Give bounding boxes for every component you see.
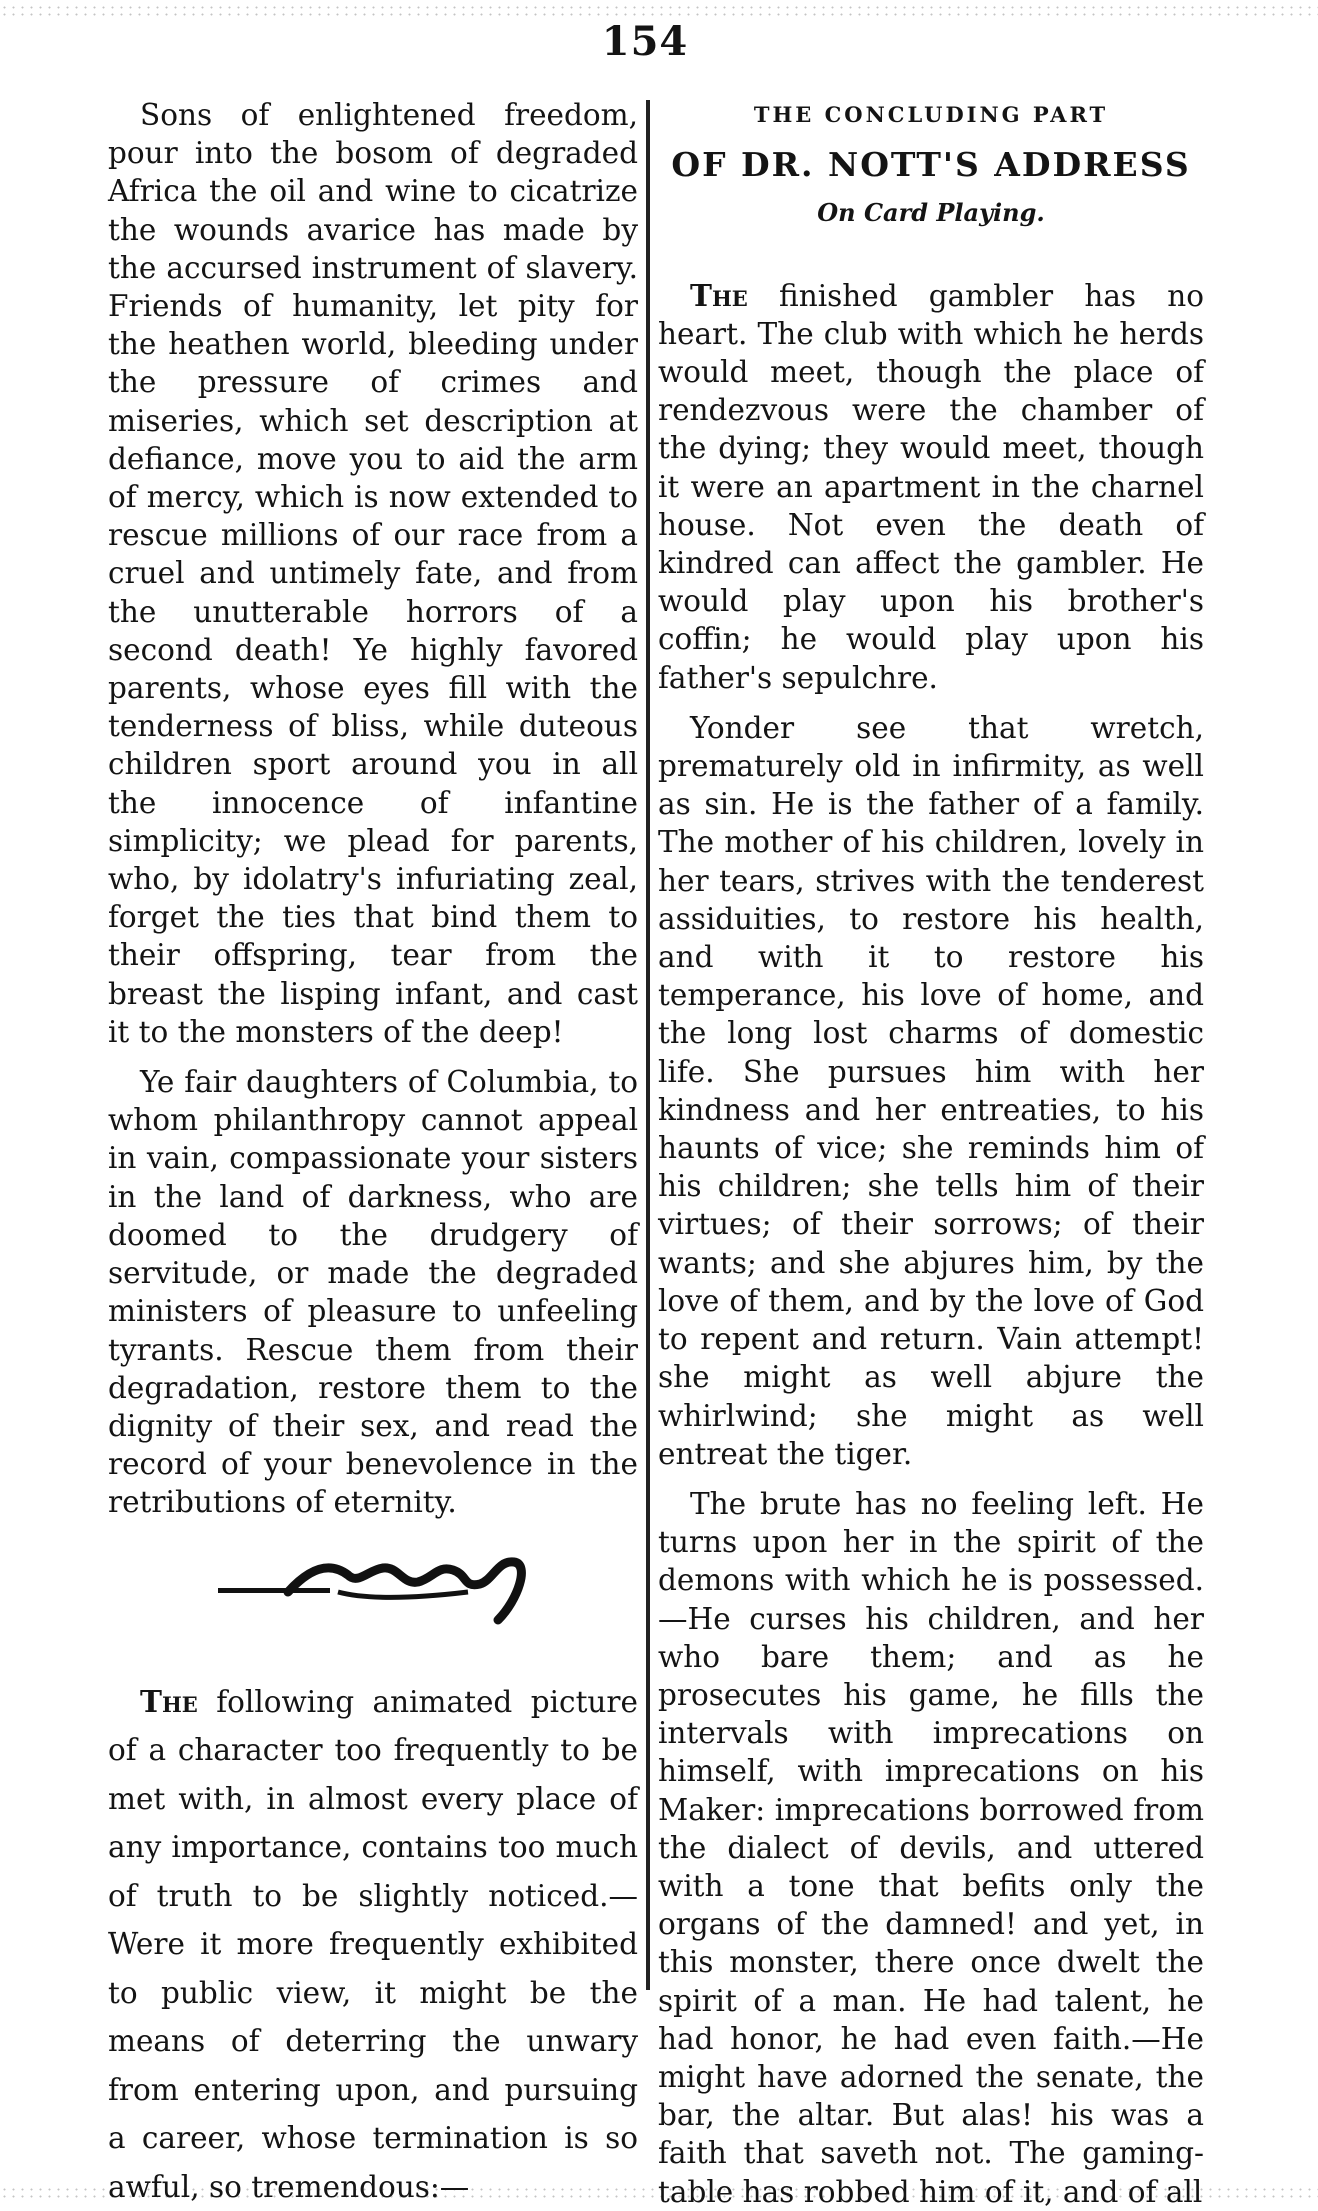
gambler-lead-word: The: [690, 277, 748, 313]
preface-text: following animated picture of a character too frequently to be met with, in almost every place of any importance, contains too much of truth to be slightly noticed.—Were it more frequently exhibited to public view, it might be the means of deterring the unwary from entering upon, and pursuing a career, whose termination is so awful, so tremendous:—: [108, 1684, 638, 2204]
right-column: [658, 96, 1204, 2211]
gambler-heart-paragraph: [658, 277, 1204, 697]
preface-paragraph: [108, 1678, 638, 2211]
column-divider: [646, 100, 650, 1990]
section-title: OF DR. NOTT'S ADDRESS: [671, 145, 1191, 185]
top-edge-noise: [0, 4, 1318, 18]
columbia-appeal-paragraph: Ye fair daughters of Columbia, to whom philanthropy cannot appeal in vain, compassionate your sisters in the land of darkness, who are doomed to the drudgery of servitude, or made the degraded ministers of pleasure to unfeeling tyrants. Rescue them from their degradation, restore them to the dignity of their sex, and read the record of your benevolence in the retributions of eternity.: [108, 1065, 638, 1520]
page-number: 154: [601, 18, 689, 65]
preface-lead-word: The: [140, 1683, 198, 1719]
signature-mark: [218, 1540, 578, 1630]
brute-paragraph: The brute has no feeling left. He turns upon her in the spirit of the demons with which he is possessed.—He curses his children, and her who bare them; and as he prosecutes his game, he fills the intervals with imprecations on himself, with imprecations on his Maker: imprecations borrowed from the dialect of devils, and uttered with a tone that befits only the organs of the damned! and yet, in this monster, there once dwelt the spirit of a man. He had talent, he had honor, he had even faith.—He might have adorned the senate, the bar, the altar. But alas! his was a faith that saveth not. The gaming-table has robbed him of it, and of all: [658, 1486, 1204, 2209]
wretch-paragraph: Yonder see that wretch, prematurely old in infirmity, as well as sin. He is the father of a family. The mother of his children, lovely in her tears, strives with the tenderest assiduities, to restore his health, and with it to restore his temperance, his love of home, and the long lost charms of domestic life. She pursues him with her kindness and her entreaties, to his haunts of vice; she reminds him of his children; she tells him of their virtues; of their sorrows; of their wants; and she abjures him, by the love of them, and by the love of God to repent and return. Vain attempt! she might as well abjure the whirlwind; she might as well entreat the tiger.: [658, 710, 1204, 1471]
section-subtitle: On Card Playing.: [817, 198, 1045, 228]
section-kicker: THE CONCLUDING PART: [753, 102, 1109, 127]
gambler-heart-text: finished gambler has no heart. The club with which he herds would meet, though the place of rendezvous were the chamber of the dying; they would meet, though it were an apartment in the charnel house. Not even the death of kindred can affect the gambler. He would play upon his brother's coffin; he would play upon his father's sepulchre.: [658, 278, 1204, 695]
africa-appeal-paragraph: Sons of enlightened freedom, pour into the bosom of degraded Africa the oil and wine to cicatrize the wounds avarice has made by the accursed instrument of slavery. Friends of humanity, let pity for the heathen world, bleeding under the pressure of crimes and miseries, which set description at defiance, move you to aid the arm of mercy, which is now extended to rescue millions of our race from a cruel and untimely fate, and from the unutterable horrors of a second death! Ye highly favored parents, whose eyes fill with the tenderness of bliss, while duteous children sport around you in all the innocence of infantine simplicity; we plead for parents, who, by idolatry's infuriating zeal, forget the ties that bind them to their offspring, tear from the breast the lisping infant, and cast it to the monsters of the deep!: [108, 98, 638, 1049]
left-column: [108, 96, 638, 2211]
signature-block: [108, 1540, 638, 1638]
